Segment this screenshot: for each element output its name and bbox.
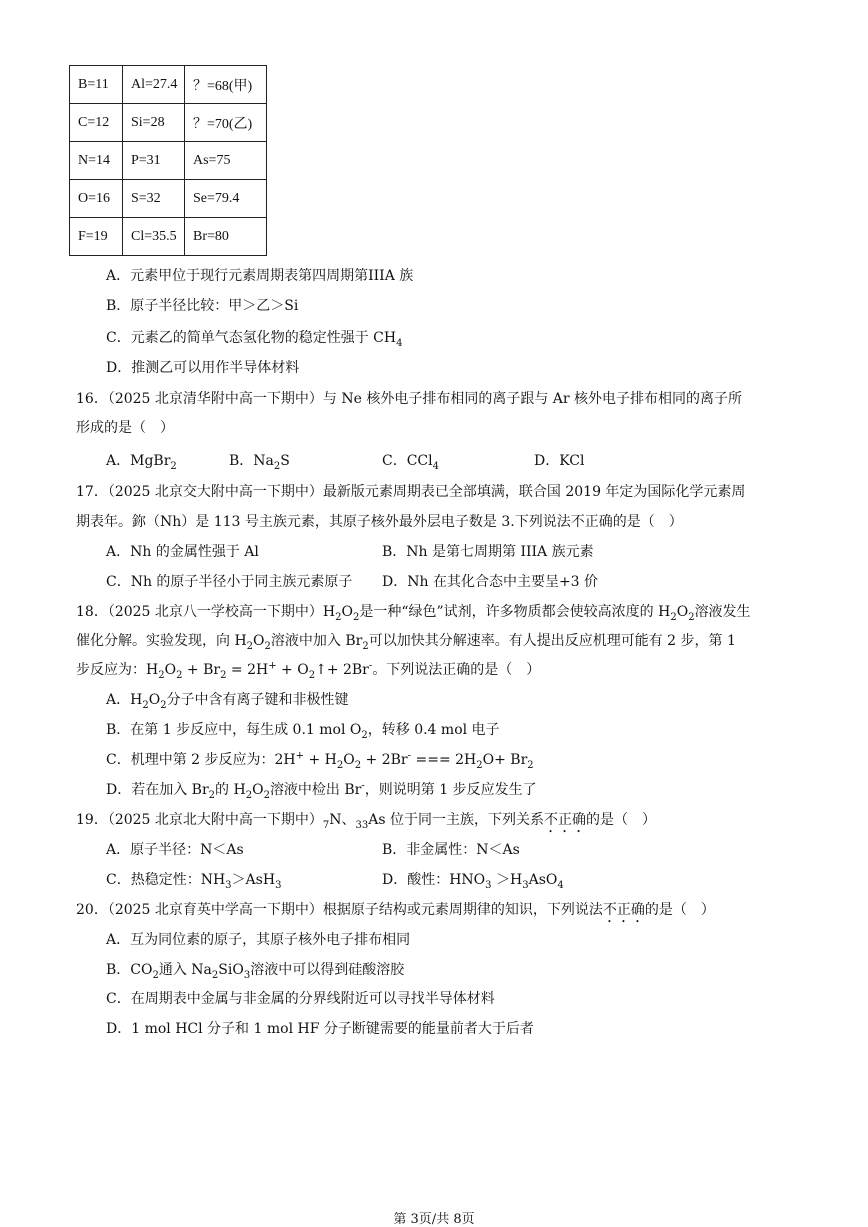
q17-option-b: B．Nh 是第七周期第 IIIA 族元素 — [382, 544, 594, 560]
q16-stem-cont: 形成的是（ ） — [76, 420, 174, 436]
q16-option-b: B．$Na_2S$ — [229, 453, 290, 472]
q19-option-b: B．非金属性：N＜As — [382, 842, 520, 858]
table-cell: Si=28 — [123, 104, 185, 142]
table-row — [70, 104, 267, 142]
table-cell: P=31 — [123, 142, 185, 180]
element-mass-table — [69, 65, 267, 256]
q15-option-a: A．元素甲位于现行元素周期表第四周期第IIIA 族 — [106, 268, 414, 284]
table-cell: C=12 — [70, 104, 123, 142]
table-row — [70, 66, 267, 104]
q20-option-c: C．在周期表中金属与非金属的分界线附近可以寻找半导体材料 — [106, 991, 495, 1007]
q19-option-d: D．酸性：$HNO_3 >H_3AsO_4$ — [382, 872, 564, 891]
q19-option-c: C．热稳定性：$NH_3>AsH_3$ — [106, 872, 282, 891]
table-row — [70, 142, 267, 180]
table-cell: ？=70(乙) — [185, 104, 267, 142]
q18-stem-reaction: 步反应为：$H_2O_2 + Br_2 = 2H^+$ + $O_2↑+ 2Br^-$。下列说法正确的是（ ） — [76, 660, 541, 681]
q20-option-d: D．1 mol HCl 分子和 1 mol HF 分子断键需要的能量前者大于后者 — [106, 1021, 534, 1037]
table-cell: As=75 — [185, 142, 267, 180]
q17-option-c: C．Nh 的原子半径小于同主族元素原子 — [106, 574, 353, 590]
table-cell: Cl=35.5 — [123, 218, 185, 256]
table-row — [70, 180, 267, 218]
q16-option-d: D．KCl — [534, 453, 585, 469]
q18-option-d: D．若在加入 $Br_2$的 $H_2O_2$溶液中检出 Br-，则说明第 1 步反应发生了 — [106, 780, 537, 801]
q19-option-a: A．原子半径：N＜As — [106, 842, 244, 858]
q18-option-a: A．$H_2O_2$分子中含有离子键和非极性键 — [106, 692, 349, 711]
page-number-footer: 第 3页/共 8页 — [393, 1212, 475, 1227]
q18-stem-cont: 催化分解。实验发现，向 $H_2O_2$溶液中加入 $Br_2$可以加快其分解速率。有人提出反应机理可能有 2 步，第 1 — [76, 633, 736, 652]
table-cell: S=32 — [123, 180, 185, 218]
table-cell: O=16 — [70, 180, 123, 218]
table-cell: N=14 — [70, 142, 123, 180]
table-cell: B=11 — [70, 66, 123, 104]
q18-option-c: C．机理中第 2 步反应为：$2H^+ + H_2O_2 + 2Br^-$ === $2H_2O+ Br_2$ — [106, 750, 534, 771]
q20-option-a: A．互为同位素的原子，其原子核外电子排布相同 — [106, 932, 411, 948]
q15-option-c: C．元素乙的简单气态氢化物的稳定性强于 $CH_4$ — [106, 330, 403, 349]
table-cell: F=19 — [70, 218, 123, 256]
q16-option-c: C．CCl$_4$ — [382, 453, 439, 472]
q17-option-d: D．Nh 在其化合态中主要呈+3 价 — [382, 574, 599, 590]
q19-stem: 19．（2025 北京北大附中高一下期中）$_7N$、$_{33}$As 位于同一主族，下列关系不正确的是（ ） — [76, 812, 657, 831]
table-row — [70, 218, 267, 256]
table-cell: ？=68(甲) — [185, 66, 267, 104]
q17-stem: 17．（2025 北京交大附中高一下期中）最新版元素周期表已全部填满，联合国 2019 年定为国际化学元素周 — [76, 484, 746, 500]
table-cell: Se=79.4 — [185, 180, 267, 218]
table-cell: Br=80 — [185, 218, 267, 256]
q18-stem: 18．（2025 北京八一学校高一下期中）$H_2O_2$是一种“绿色”试剂，许多物质都会使较高浓度的 $H_2O_2$溶液发生 — [76, 604, 751, 623]
table-cell: Al=27.4 — [123, 66, 185, 104]
q20-option-b: B．$CO_2$通入 $Na_2SiO_3$溶液中可以得到硅酸溶胶 — [106, 962, 405, 981]
q17-stem-cont: 期表年。鉨（Nh）是 113 号主族元素，其原子核外最外层电子数是 3.下列说法不正确的是（ ） — [76, 514, 683, 530]
q16-option-a: A．MgBr$_2$ — [106, 453, 177, 472]
q15-option-b: B．原子半径比较：甲＞乙＞Si — [106, 298, 299, 314]
q16-stem: 16．（2025 北京清华附中高一下期中）与 Ne 核外电子排布相同的离子跟与 Ar 核外电子排布相同的离子所 — [76, 391, 743, 407]
q15-option-d: D．推测乙可以用作半导体材料 — [106, 360, 300, 376]
q17-option-a: A．Nh 的金属性强于 Al — [106, 544, 259, 560]
q18-option-b: B．在第 1 步反应中，每生成 0.1 mol $O_2$，转移 0.4 mol 电子 — [106, 722, 500, 741]
q20-stem: 20．（2025 北京育英中学高一下期中）根据原子结构或元素周期律的知识，下列说法不正确的是（ ） — [76, 902, 715, 918]
